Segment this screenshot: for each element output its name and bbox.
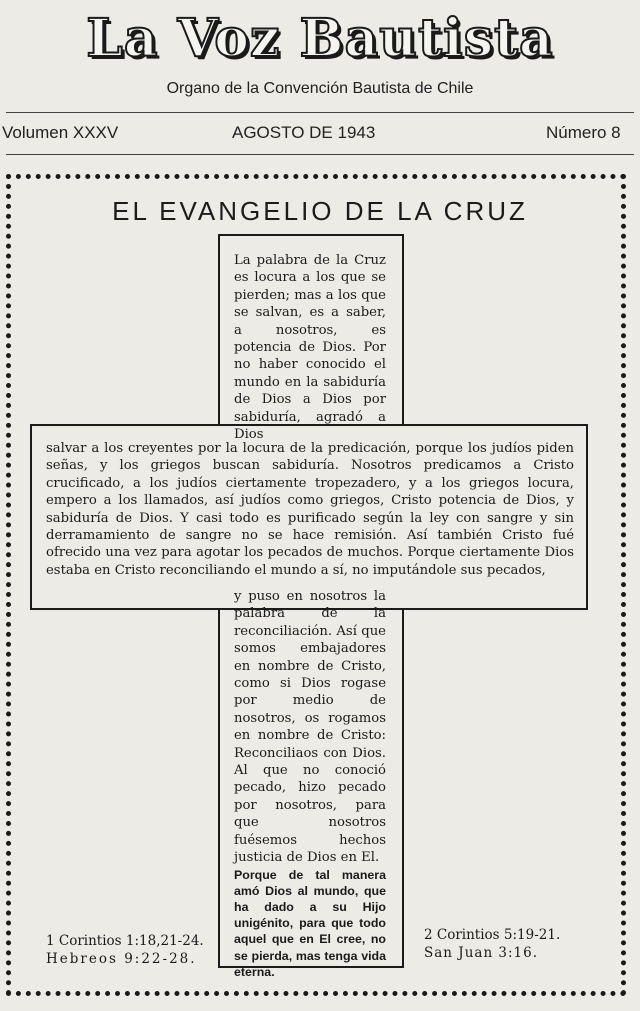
reconciliation-text: y puso en nosotros la palabra de la reconciliación. Así que somos embajadores en nombre de Cristo, como si Dios rogase por medio de nosotros, os rogamos en nombre de Cristo: Reconciliaos con Dios. Al que no conoció pecado, hizo pecado por nosotros, para que nosotros fuésemos hechos justicia de Dios en El. — [234, 589, 386, 866]
cross-top-text: La palabra de la Cruz es locura a los que se pierden; mas a los que se salvan, es a saber, a nosotros, es potencia de Dios. Por no haber conocido el mundo en la sabiduría de Dios a Dios por sabiduría, agradó a Dios — [234, 253, 386, 443]
volume-label: Volumen XXXV — [2, 123, 119, 142]
top-rule — [6, 112, 634, 113]
reference-left-1: 1 Corintios 1:18,21-24. — [46, 933, 204, 949]
reference-left-2: Hebreos 9:22-28. — [46, 951, 197, 967]
john-3-16-text: Porque de tal manera amó Dios al mundo, que ha dado a su Hijo unigénito, para que todo aquel que en El cree, no se pierda, mas tenga vida eterna. — [234, 867, 386, 979]
issue-date: AGOSTO DE 1943 — [232, 123, 376, 142]
article-title: EL EVANGELIO DE LA CRUZ — [112, 196, 528, 226]
masthead-subtitle: Organo de la Convención Bautista de Chile — [166, 80, 474, 97]
cross-bottom-text — [234, 588, 386, 980]
masthead-title: La Voz Bautista — [86, 8, 554, 69]
bottom-rule — [6, 154, 634, 155]
issue-number: Número 8 — [546, 123, 621, 142]
reference-right-1: 2 Corintios 5:19-21. — [424, 927, 561, 943]
cross-arm-text: salvar a los creyentes por la locura de la predicación, porque los judíos piden señas, y los griegos buscan sabiduría. Nosotros predicamos a Cristo crucificado, a los judíos ciertamente tropezadero, y a los griegos locura, empero a los llamados, así judíos como griegos, Cristo potencia de Dios, y sabiduría de Dios. Y casi todo es purificado según la ley con sangre y sin derramamiento de sangre no se hace remisión. Así también Cristo fué ofrecido una vez para agotar los pecados de muchos. Porque ciertamente Dios estaba en Cristo reconciliando el mundo a sí, no imputándole sus pecados, — [46, 441, 574, 578]
reference-right-2: San Juan 3:16. — [424, 945, 539, 961]
